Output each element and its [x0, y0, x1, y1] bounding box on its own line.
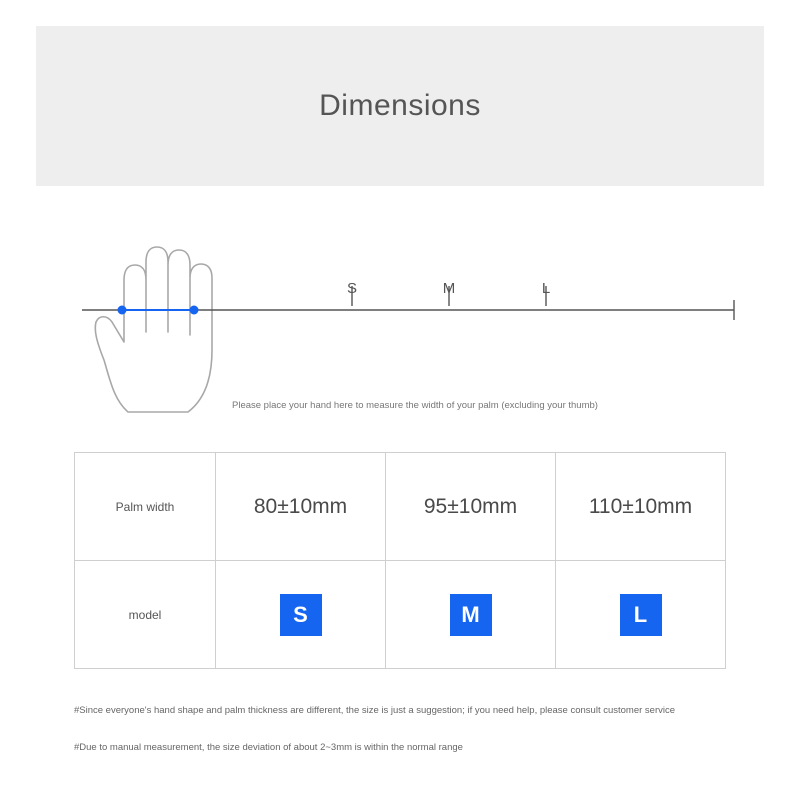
footnote-2: #Due to manual measurement, the size deviation of about 2~3mm is within the normal range — [74, 742, 463, 753]
palm-width-m: 95±10mm — [386, 453, 556, 561]
palm-width-l: 110±10mm — [556, 453, 726, 561]
measurement-note: Please place your hand here to measure the width of your palm (excluding your thumb) — [232, 400, 598, 411]
model-cell-m — [386, 561, 556, 669]
measurement-diagram — [36, 200, 764, 440]
size-badge-s: S — [280, 594, 322, 636]
palm-width-s: 80±10mm — [216, 453, 386, 561]
model-cell-l — [556, 561, 726, 669]
size-table — [74, 452, 726, 669]
ruler-tick-label-l: L — [541, 280, 551, 297]
ruler-tick-label-s: S — [346, 280, 357, 297]
model-cell-s — [216, 561, 386, 669]
page-title: Dimensions — [319, 89, 481, 122]
footnote-1: #Since everyone's hand shape and palm thickness are different, the size is just a suggestion; if you need help, please consult customer service — [74, 705, 676, 716]
header-banner — [36, 26, 764, 186]
ruler-scale — [36, 200, 764, 340]
footnotes — [74, 705, 764, 779]
ruler-tick-label-m: M — [442, 280, 456, 297]
table-row — [75, 561, 726, 669]
row-label-model: model — [75, 561, 216, 669]
table-row — [75, 453, 726, 561]
row-label-palm-width: Palm width — [75, 453, 216, 561]
size-badge-l: L — [620, 594, 662, 636]
size-badge-m: M — [450, 594, 492, 636]
